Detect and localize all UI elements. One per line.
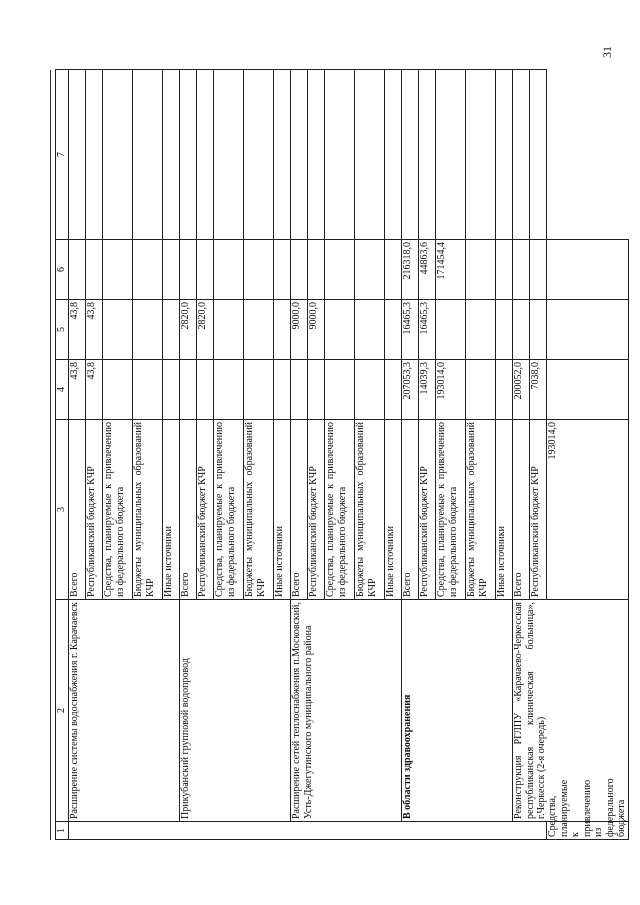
funding-source: Всего xyxy=(291,420,308,600)
value-col7 xyxy=(436,70,466,240)
value-col7 xyxy=(547,240,629,300)
col-header-1: 1 xyxy=(56,822,69,840)
col-header-2: 2 xyxy=(56,600,69,822)
value-col4 xyxy=(291,360,308,420)
value-col4 xyxy=(103,360,133,420)
funding-source: Средства, планируемые к привлечению из федерального бюджета xyxy=(436,420,466,600)
value-col5 xyxy=(325,300,355,360)
table-row xyxy=(291,70,308,840)
table-row xyxy=(69,70,86,840)
value-col5 xyxy=(274,300,291,360)
value-col5: 16465,3 xyxy=(419,300,436,360)
value-col4 xyxy=(355,360,385,420)
col-header-3: 3 xyxy=(56,420,69,600)
project-name: Расширение сетей теплоснабжения п.Московский, Усть-Джегутинского муниципального района xyxy=(291,600,402,822)
value-col7 xyxy=(103,70,133,240)
value-col6 xyxy=(86,240,103,300)
value-col4 xyxy=(180,360,197,420)
value-col7 xyxy=(133,70,163,240)
value-col4: 193014,0 xyxy=(436,360,466,420)
value-col7 xyxy=(355,70,385,240)
value-col6 xyxy=(325,240,355,300)
value-col4: 43,8 xyxy=(86,360,103,420)
value-col7 xyxy=(244,70,274,240)
value-col4: 200052,0 xyxy=(513,360,530,420)
col-header-6: 6 xyxy=(56,240,69,300)
value-col5 xyxy=(133,300,163,360)
value-col4 xyxy=(244,360,274,420)
funding-source: Средства, планируемые к привлечению из федерального бюджета xyxy=(214,420,244,600)
value-col4 xyxy=(385,360,402,420)
value-col4 xyxy=(214,360,244,420)
table-row xyxy=(402,70,419,840)
value-col6 xyxy=(214,240,244,300)
value-col5: 9000,0 xyxy=(308,300,325,360)
value-col6: 216318,0 xyxy=(402,240,419,300)
investment-table xyxy=(55,69,629,840)
value-col5 xyxy=(163,300,180,360)
value-col5 xyxy=(103,300,133,360)
value-col5 xyxy=(513,300,530,360)
value-col4: 207053,3 xyxy=(402,360,419,420)
value-col7 xyxy=(513,70,530,240)
value-col5: 43,8 xyxy=(69,300,86,360)
col-header-7: 7 xyxy=(56,70,69,240)
rotated-table-wrapper xyxy=(55,70,627,840)
value-col5: 2820,0 xyxy=(197,300,214,360)
value-col6 xyxy=(69,240,86,300)
value-col4 xyxy=(325,360,355,420)
value-col6 xyxy=(180,240,197,300)
value-col4 xyxy=(308,360,325,420)
value-col7 xyxy=(530,70,547,240)
table-cell xyxy=(69,822,547,840)
value-col4 xyxy=(197,360,214,420)
funding-source: Республиканский бюджет КЧР xyxy=(530,420,547,600)
funding-source: Иные источники xyxy=(274,420,291,600)
value-col7 xyxy=(214,70,244,240)
funding-source: Всего xyxy=(69,420,86,600)
value-col4 xyxy=(133,360,163,420)
funding-source: Республиканский бюджет КЧР xyxy=(197,420,214,600)
value-col6: 44863,6 xyxy=(419,240,436,300)
value-col4 xyxy=(466,360,496,420)
value-col5 xyxy=(244,300,274,360)
value-col5 xyxy=(214,300,244,360)
funding-source: Средства, планируемые к привлечению из федерального бюджета xyxy=(547,822,629,840)
funding-source: Всего xyxy=(513,420,530,600)
value-col5 xyxy=(385,300,402,360)
value-col6 xyxy=(530,240,547,300)
value-col6 xyxy=(547,300,629,360)
value-col6 xyxy=(197,240,214,300)
funding-source: Бюджеты муниципальных образований КЧР xyxy=(466,420,496,600)
value-col5: 9000,0 xyxy=(291,300,308,360)
funding-source: Бюджеты муниципальных образований КЧР xyxy=(355,420,385,600)
value-col7 xyxy=(197,70,214,240)
value-col6 xyxy=(355,240,385,300)
value-col6 xyxy=(308,240,325,300)
funding-source: Иные источники xyxy=(385,420,402,600)
project-name: Реконструкция РГЛПУ «Карачаево-Черкесская республиканская клиническая больница», г.Черкесск (2-я очередь) xyxy=(513,600,629,822)
funding-source: Республиканский бюджет КЧР xyxy=(308,420,325,600)
funding-source: Республиканский бюджет КЧР xyxy=(86,420,103,600)
funding-source: Иные источники xyxy=(496,420,513,600)
funding-source: Средства, планируемые к привлечению из федерального бюджета xyxy=(103,420,133,600)
value-col4: 43,8 xyxy=(69,360,86,420)
binding-margin-line xyxy=(50,70,51,840)
funding-source: Бюджеты муниципальных образований КЧР xyxy=(244,420,274,600)
value-col6: 171454,4 xyxy=(436,240,466,300)
value-col4: 7038,0 xyxy=(530,360,547,420)
value-col6 xyxy=(274,240,291,300)
value-col7 xyxy=(466,70,496,240)
funding-source: Республиканский бюджет КЧР xyxy=(419,420,436,600)
value-col5: 2820,0 xyxy=(180,300,197,360)
value-col7 xyxy=(308,70,325,240)
value-col6 xyxy=(103,240,133,300)
value-col7 xyxy=(180,70,197,240)
col-header-5: 5 xyxy=(56,300,69,360)
funding-source: Бюджеты муниципальных образований КЧР xyxy=(133,420,163,600)
funding-source: Иные источники xyxy=(163,420,180,600)
value-col7 xyxy=(86,70,103,240)
project-name: Прикубанский групповой водопровод xyxy=(180,600,291,822)
value-col6 xyxy=(466,240,496,300)
value-col5: 43,8 xyxy=(86,300,103,360)
value-col7 xyxy=(496,70,513,240)
value-col7 xyxy=(69,70,86,240)
value-col6 xyxy=(291,240,308,300)
value-col6 xyxy=(244,240,274,300)
value-col7 xyxy=(291,70,308,240)
funding-source: Средства, планируемые к привлечению из федерального бюджета xyxy=(325,420,355,600)
value-col6 xyxy=(496,240,513,300)
col-header-4: 4 xyxy=(56,360,69,420)
value-col7 xyxy=(402,70,419,240)
value-col5 xyxy=(547,360,629,420)
value-col5 xyxy=(355,300,385,360)
table-row xyxy=(180,70,197,840)
value-col7 xyxy=(163,70,180,240)
value-col6 xyxy=(163,240,180,300)
value-col4 xyxy=(274,360,291,420)
value-col5: 16465,3 xyxy=(402,300,419,360)
value-col4: 193014,0 xyxy=(547,420,629,600)
value-col6 xyxy=(513,240,530,300)
funding-source: Всего xyxy=(402,420,419,600)
page-number: 31 xyxy=(600,46,614,58)
value-col5 xyxy=(436,300,466,360)
table-row xyxy=(513,70,530,840)
value-col7 xyxy=(325,70,355,240)
value-col6 xyxy=(385,240,402,300)
value-col7 xyxy=(274,70,291,240)
value-col7 xyxy=(385,70,402,240)
value-col7 xyxy=(419,70,436,240)
section-heading: В области здравоохранения xyxy=(402,600,513,822)
value-col4: 14039,3 xyxy=(419,360,436,420)
value-col4 xyxy=(163,360,180,420)
value-col5 xyxy=(466,300,496,360)
value-col4 xyxy=(496,360,513,420)
project-name: Расширение системы водоснабжения г. Карачаевск xyxy=(69,600,180,822)
value-col6 xyxy=(133,240,163,300)
value-col5 xyxy=(530,300,547,360)
funding-source: Всего xyxy=(180,420,197,600)
value-col5 xyxy=(496,300,513,360)
